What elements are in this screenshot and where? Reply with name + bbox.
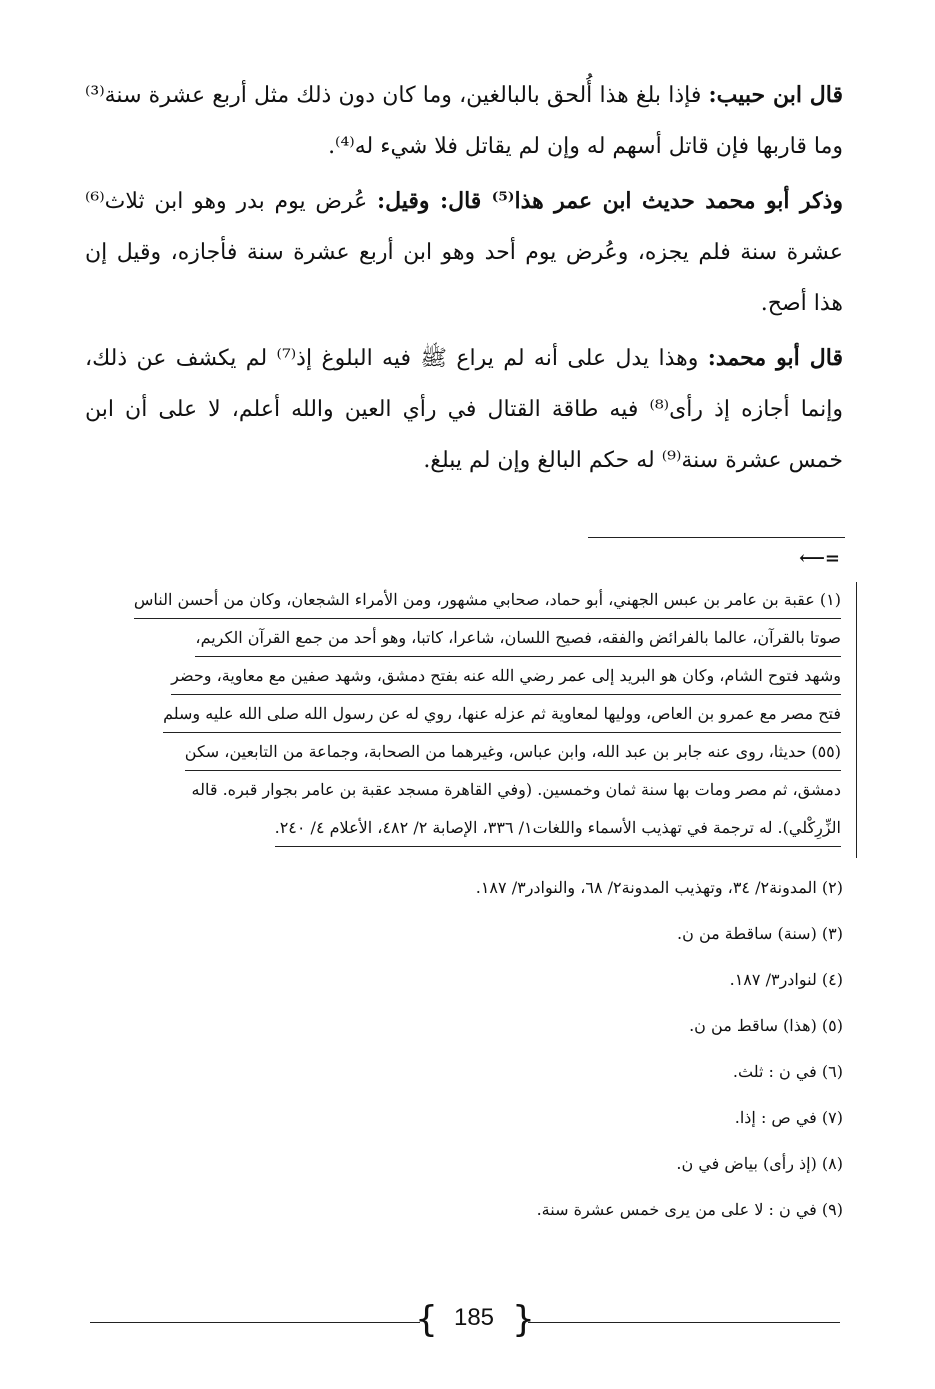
footnote-separator	[588, 537, 845, 538]
footnote-list	[476, 868, 843, 1236]
footnote-item: (٦) في ن : ثلث.	[732, 1062, 843, 1081]
footnote-1-line-text: دمشق، ثم مصر ومات بها سنة ثمان وخمسين. (وفي القاهرة مسجد عقبة بن عامر بجوار قبره. قاله	[191, 780, 841, 799]
footnote-1-line-text: فتح مصر مع عمرو بن العاص، ووليها لمعاوية ثم عزله عنها، روي له عن رسول الله صلى الله عليه وسلم	[163, 696, 841, 733]
footnote-1-line-text: (١) عقبة بن عامر بن عبس الجهني، أبو حماد، صحابي مشهور، ومن الأمراء الشجعان، وكان من أحسن الناس	[134, 582, 841, 619]
footnote-1-line	[85, 734, 841, 772]
footnote-1-line	[85, 582, 841, 620]
footnote-item: (٩) في ن : لا على من يرى خمس عشرة سنة.	[536, 1200, 843, 1219]
paragraph-lead: وذكر أبو محمد حديث ابن عمر هذا⁽⁵⁾ قال: وقيل:	[376, 188, 843, 214]
paragraph-2	[85, 176, 843, 329]
footnote-separator-ornament: ⟵=	[799, 548, 840, 569]
page-number: 185	[453, 1304, 495, 1331]
footnote-item: (٣) (سنة) ساقطة من ن.	[677, 924, 843, 943]
paragraph-lead: قال ابن حبيب:	[708, 82, 844, 108]
footnote-1-line-text: (٥٥) حديثا، روى عنه جابر بن عبد الله، وابن عباس، وغيرهما من الصحابة، وجماعة من التابعين، سكن	[185, 734, 841, 771]
footnote-item: (٤) لنوادر٣/ ١٨٧.	[729, 970, 843, 989]
footnote-1-line-text: صوتا بالقرآن، عالما بالفرائض والفقه، فصيح اللسان، شاعرا، كاتبا، وهو أحد من جمع القرآن الكريم،	[195, 620, 841, 657]
footnote-1-line	[85, 810, 841, 848]
footnote-1-line	[85, 658, 841, 696]
footnote-item: (٨) (إذ رأى) بياض في ن.	[676, 1154, 843, 1173]
footnote-1-line-text: الزِّرِكْلي). له ترجمة في تهذيب الأسماء واللغات١/ ٣٣٦، الإصابة ٢/ ٤٨٢، الأعلام ٤/ ٢٤٠.	[275, 810, 841, 847]
paragraph-body: فإذا بلغ هذا أُلحق بالبالغين، وما كان دون ذلك مثل أربع عشرة سنة⁽³⁾ وما قاربها فإن قاتل أسهم له وإن لم يقاتل فلا شيء له⁽⁴⁾.	[85, 83, 843, 159]
footer-rule-right	[528, 1322, 840, 1323]
footnote-item: (٧) في ص : إذا.	[734, 1108, 843, 1127]
paragraph-body: وهذا يدل على أنه لم يراع ﷺ فيه البلوغ إذ⁽⁷⁾ لم يكشف عن ذلك، وإنما أجازه إذ رأى⁽⁸⁾ فيه طاقة القتال في رأي العين والله أعلم، لا على أن ابن خمس عشرة سنة⁽⁹⁾ له حكم البالغ وإن لم يبلغ.	[85, 346, 843, 473]
footnote-1-line	[85, 696, 841, 734]
footnote-item: (٥) (هذا) ساقط من ن.	[689, 1016, 843, 1035]
footnote-sideline	[856, 582, 857, 858]
page-number-bracket-right: }	[512, 1299, 535, 1340]
page-footer	[0, 1300, 935, 1344]
paragraph-3	[85, 333, 843, 486]
paragraph-lead: قال أبو محمد:	[707, 345, 843, 371]
footnote-1	[85, 582, 855, 858]
footnote-1-line	[85, 620, 841, 658]
footer-rule-left	[90, 1322, 420, 1323]
main-text	[85, 70, 843, 490]
paragraph-1	[85, 70, 843, 172]
footnote-1-line	[85, 772, 841, 810]
page-number-bracket-left: {	[415, 1299, 438, 1340]
paragraph-body: عُرض يوم بدر وهو ابن ثلاث⁽⁶⁾ عشرة سنة فلم يجزه، وعُرض يوم أحد وهو ابن أربع عشرة سنة فأجازه، وقيل إن هذا أصح.	[85, 189, 843, 316]
footnote-item: (٢) المدونة٢/ ٣٤، وتهذيب المدونة٢/ ٦٨، والنوادر٣/ ١٨٧.	[475, 878, 843, 897]
footnote-1-line-text: وشهد فتوح الشام، وكان هو البريد إلى عمر رضي الله عنه بفتح دمشق، وشهد صفين مع معاوية، وحضر	[171, 658, 841, 695]
